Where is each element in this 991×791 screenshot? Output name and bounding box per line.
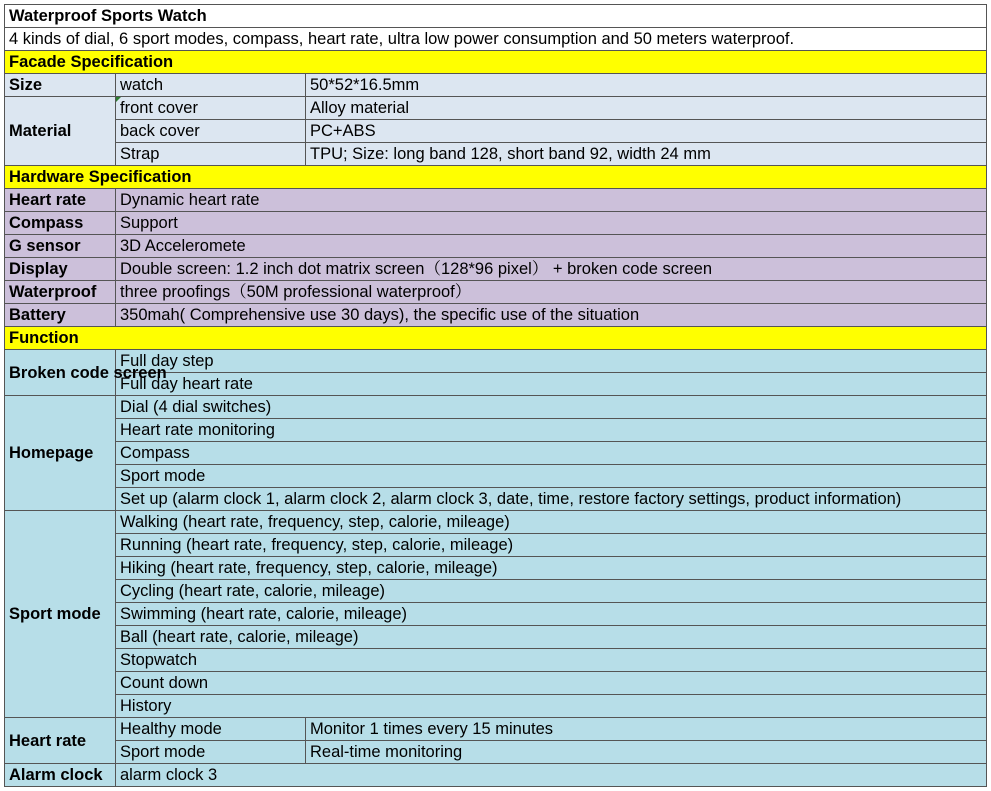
function-row [5,580,987,603]
broken-code-label[interactable]: Broken code screen [5,350,116,396]
function-item[interactable]: Walking (heart rate, frequency, step, calorie, mileage) [116,511,987,534]
function-row [5,626,987,649]
size-value[interactable]: 50*52*16.5mm [306,74,987,97]
material-label[interactable]: Material [5,97,116,166]
hardware-value[interactable]: Support [116,212,987,235]
material-item[interactable]: Strap [116,143,306,166]
material-row [5,120,987,143]
hardware-label[interactable]: Waterproof [5,281,116,304]
facade-section-header[interactable]: Facade Specification [5,51,987,74]
material-value[interactable]: Alloy material [306,97,987,120]
function-item[interactable]: Swimming (heart rate, calorie, mileage) [116,603,987,626]
hardware-label[interactable]: Display [5,258,116,281]
function-item[interactable]: Sport mode [116,465,987,488]
material-item[interactable]: back cover [116,120,306,143]
heart-rate-label[interactable]: Heart rate [5,718,116,764]
function-item[interactable]: Set up (alarm clock 1, alarm clock 2, alarm clock 3, date, time, restore factory settings, product information) [116,488,987,511]
function-item[interactable]: Full day step [116,350,987,373]
hardware-label[interactable]: Battery [5,304,116,327]
function-row [5,557,987,580]
function-item[interactable]: Heart rate monitoring [116,419,987,442]
function-header-row [5,327,987,350]
function-item[interactable]: Stopwatch [116,649,987,672]
function-row [5,488,987,511]
hardware-label[interactable]: Heart rate [5,189,116,212]
hardware-row [5,235,987,258]
spec-table [4,4,987,787]
function-item[interactable]: History [116,695,987,718]
hardware-row [5,304,987,327]
material-row [5,143,987,166]
function-row [5,534,987,557]
title-row [5,5,987,28]
heart-rate-row [5,718,987,741]
material-value[interactable]: TPU; Size: long band 128, short band 92, width 24 mm [306,143,987,166]
function-row [5,373,987,396]
hardware-label[interactable]: Compass [5,212,116,235]
alarm-clock-value[interactable]: alarm clock 3 [116,764,987,787]
facade-header-row [5,51,987,74]
function-item[interactable]: Ball (heart rate, calorie, mileage) [116,626,987,649]
function-item[interactable]: Running (heart rate, frequency, step, calorie, mileage) [116,534,987,557]
function-row [5,350,987,373]
function-item[interactable]: Dial (4 dial switches) [116,396,987,419]
sport-mode-label[interactable]: Sport mode [5,511,116,718]
function-item[interactable]: Count down [116,672,987,695]
hardware-row [5,212,987,235]
hardware-header-row [5,166,987,189]
heart-rate-mode[interactable]: Healthy mode [116,718,306,741]
sheet-title[interactable]: Waterproof Sports Watch [5,5,987,28]
function-row [5,511,987,534]
material-value[interactable]: PC+ABS [306,120,987,143]
heart-rate-value[interactable]: Monitor 1 times every 15 minutes [306,718,987,741]
function-item[interactable]: Full day heart rate [116,373,987,396]
function-row [5,649,987,672]
hardware-label[interactable]: G sensor [5,235,116,258]
homepage-label[interactable]: Homepage [5,396,116,511]
function-item[interactable]: Cycling (heart rate, calorie, mileage) [116,580,987,603]
heart-rate-mode[interactable]: Sport mode [116,741,306,764]
function-row [5,465,987,488]
size-label[interactable]: Size [5,74,116,97]
function-row [5,672,987,695]
function-row [5,396,987,419]
heart-rate-value[interactable]: Real-time monitoring [306,741,987,764]
heart-rate-row [5,741,987,764]
size-row [5,74,987,97]
hardware-value[interactable]: three proofings（50M professional waterproof） [116,281,987,304]
hardware-row [5,258,987,281]
hardware-value[interactable]: 350mah( Comprehensive use 30 days), the specific use of the situation [116,304,987,327]
material-item[interactable]: front cover [116,97,306,120]
material-row [5,97,987,120]
hardware-section-header[interactable]: Hardware Specification [5,166,987,189]
size-item[interactable]: watch [116,74,306,97]
hardware-value[interactable]: Double screen: 1.2 inch dot matrix screen（128*96 pixel） + broken code screen [116,258,987,281]
alarm-clock-row [5,764,987,787]
hardware-value[interactable]: Dynamic heart rate [116,189,987,212]
function-section-header[interactable]: Function [5,327,987,350]
hardware-row [5,281,987,304]
summary-row [5,28,987,51]
alarm-clock-label[interactable]: Alarm clock [5,764,116,787]
function-row [5,603,987,626]
hardware-value[interactable]: 3D Acceleromete [116,235,987,258]
hardware-row [5,189,987,212]
function-row [5,695,987,718]
function-row [5,419,987,442]
product-summary[interactable]: 4 kinds of dial, 6 sport modes, compass, heart rate, ultra low power consumption and 50 meters waterproof. [5,28,987,51]
function-item[interactable]: Hiking (heart rate, frequency, step, calorie, mileage) [116,557,987,580]
function-item[interactable]: Compass [116,442,987,465]
function-row [5,442,987,465]
